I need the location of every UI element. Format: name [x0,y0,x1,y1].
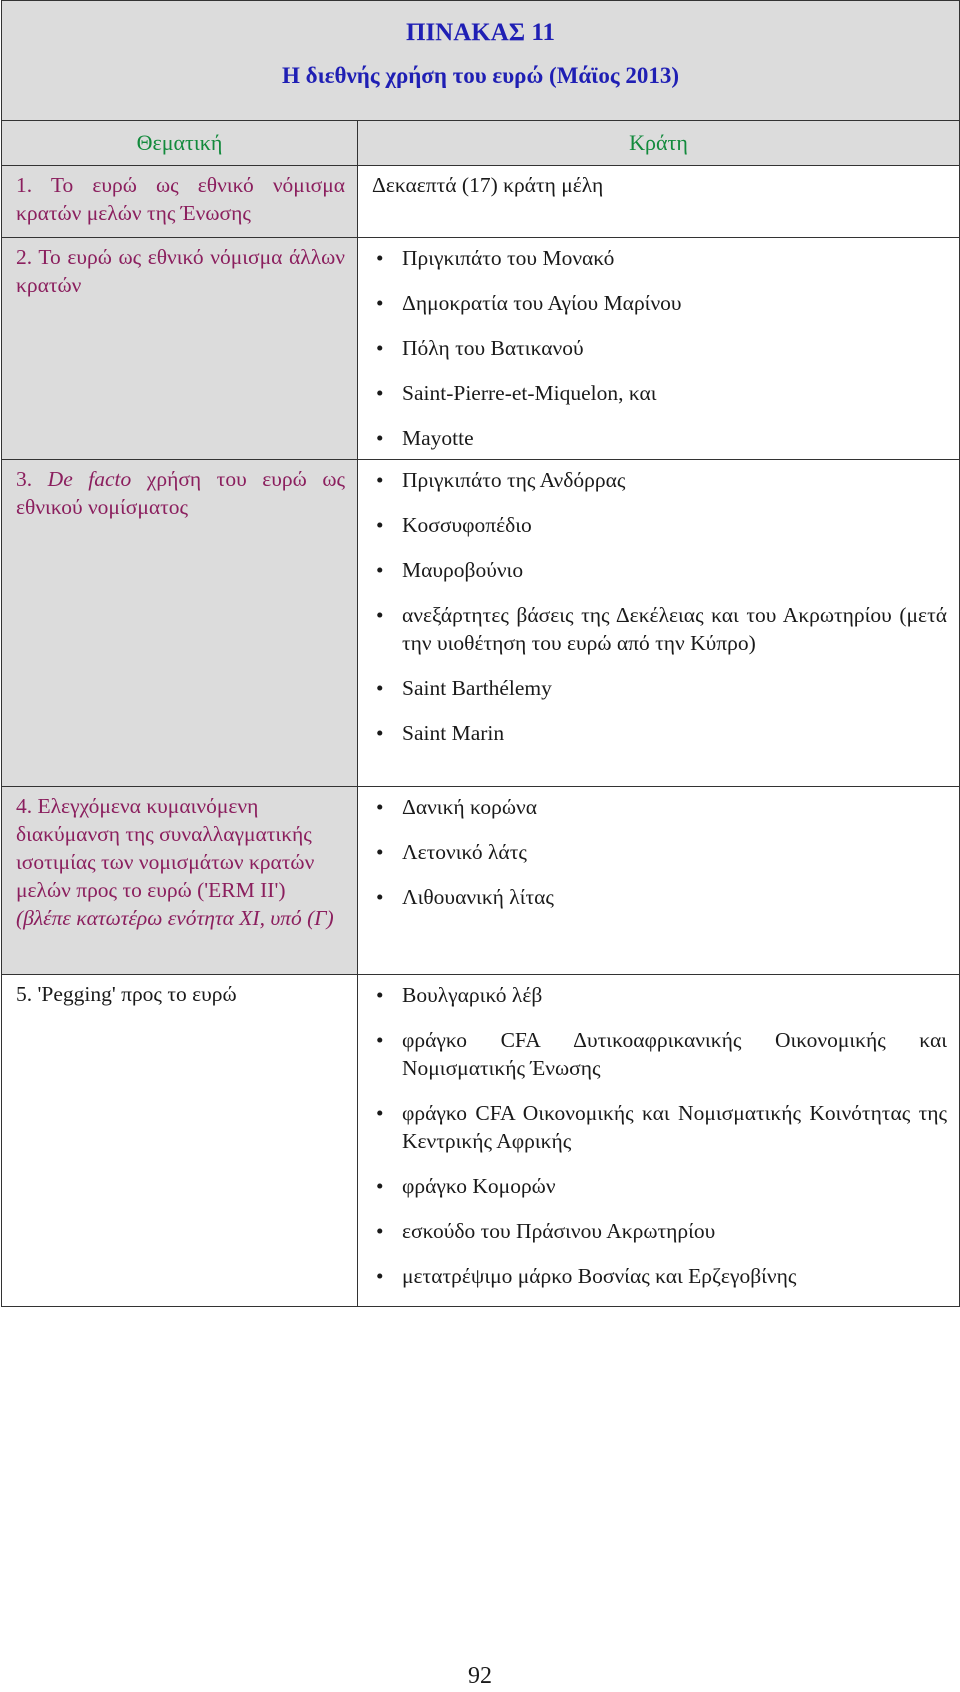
list-item: • εσκούδο του Πράσινου Ακρωτηρίου [376,1219,716,1243]
table-row [2,975,960,1307]
theme-cell [2,166,358,238]
bullet-icon: • [376,795,384,819]
table-title: ΠΙΝΑΚΑΣ 11 [406,19,555,46]
theme-cell [2,460,358,787]
bullet-icon: • [376,468,384,492]
list-item: • Δημοκρατία του Αγίου Μαρίνου [376,291,682,315]
states-cell [358,975,960,1307]
states-list [358,238,959,458]
list-item: • Μαυροβούνιο [376,558,524,582]
list-item: • φράγκο Κομορών [376,1174,556,1198]
list-item: • φράγκο CFA Οικονομικής και Νομισματικής Κοινότητας της Κεντρικής Αφρικής [376,1101,947,1153]
bullet-icon: • [376,603,384,627]
table-row [2,460,960,787]
states-text: Δεκαεπτά (17) κράτη μέλη [372,173,604,197]
table-row [2,238,960,460]
bullet-icon: • [376,1264,384,1288]
bullet-icon: • [376,1028,384,1052]
bullet-icon: • [376,513,384,537]
list-item: • Saint-Pierre-et-Miquelon, και [376,381,657,405]
table-row [2,787,960,975]
list-item: • Δανική κορώνα [376,795,538,819]
bullet-icon: • [376,558,384,582]
theme-text: 4. Ελεγχόμενα κυμαινόμενη διακύμανση της συναλλαγματικής ισοτιμίας των νομισμάτων κρατών μελών προς το ευρώ ('ERM II') (βλέπε κατωτέρω ενότητα XI, υπό (Γ) [16,794,334,930]
list-item: • Κοσσυφοπέδιο [376,513,532,537]
list-item: • Λετονικό λάτς [376,840,527,864]
bullet-icon: • [376,676,384,700]
bullet-icon: • [376,885,384,909]
list-item: • Πριγκιπάτο της Ανδόρρας [376,468,626,492]
list-item: • μετατρέψιμο μάρκο Βοσνίας και Ερζεγοβίνης [376,1264,797,1288]
bullet-icon: • [376,983,384,1007]
header-theme: Θεματική [2,121,358,166]
table-row [2,166,960,238]
bullet-icon: • [376,1101,384,1125]
states-cell [358,787,960,975]
list-item: • Λιθουανική λίτας [376,885,554,909]
theme-cell [2,238,358,460]
bullet-icon: • [376,336,384,360]
theme-text: 5. 'Pegging' προς το ευρώ [16,982,237,1006]
list-item: • ανεξάρτητες βάσεις της Δεκέλειας και του Ακρωτηρίου (μετά την υιοθέτηση του ευρώ από την Κύπρο) [376,603,947,655]
states-cell [358,460,960,787]
theme-text: 1. Το ευρώ ως εθνικό νόμισμα κρατών μελών της Ένωσης [16,173,345,225]
page-number: 92 [468,1663,492,1689]
table-subtitle: Η διεθνής χρήση του ευρώ (Μάϊος 2013) [281,63,680,88]
theme-text: 2. Το ευρώ ως εθνικό νόμισμα άλλων κρατών [16,245,345,297]
bullet-icon: • [376,840,384,864]
list-item: • Πριγκιπάτο του Μονακό [376,246,615,270]
bullet-icon: • [376,381,384,405]
bullet-icon: • [376,1174,384,1198]
bullet-icon: • [376,721,384,745]
list-item: • Πόλη του Βατικανού [376,336,584,360]
euro-usage-table [1,0,960,1307]
bullet-icon: • [376,426,384,450]
states-cell [358,166,960,238]
list-item: • φράγκο CFA Δυτικοαφρικανικής Οικονομικής και Νομισματικής Ένωσης [376,1028,947,1080]
list-item: • Βουλγαρικό λέβ [376,983,543,1007]
theme-cell [2,975,358,1307]
bullet-icon: • [376,1219,384,1243]
header-states: Κράτη [358,121,960,166]
table-title-cell [2,1,960,121]
list-item: • Saint Marin [376,721,505,745]
states-list [358,787,959,917]
theme-text: 3. De facto χρήση του ευρώ ως εθνικού νομίσματος [16,467,346,519]
theme-cell [2,787,358,975]
bullet-icon: • [376,291,384,315]
states-list [358,460,959,753]
states-cell [358,238,960,460]
bullet-icon: • [376,246,384,270]
list-item: • Saint Barthélemy [376,676,552,700]
list-item: • Mayotte [376,426,474,450]
document-page [1,0,959,1307]
states-list [358,975,959,1296]
